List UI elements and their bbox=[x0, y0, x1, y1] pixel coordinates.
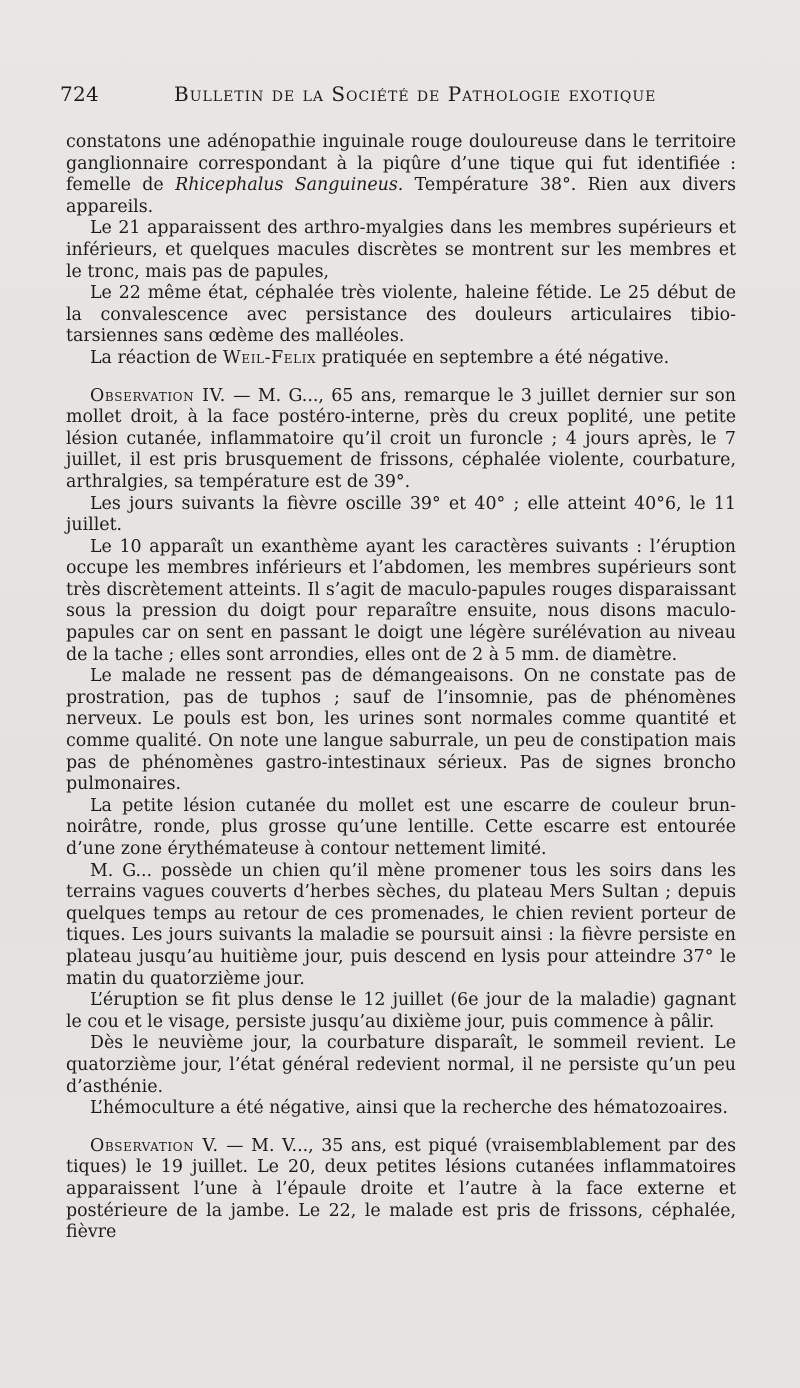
paragraph bbox=[66, 861, 736, 991]
text-run: L’hémoculture a été négative, ainsi que la recherche des hématozoaires. bbox=[90, 1098, 728, 1119]
text-run: constatons une adénopathie inguinale rouge douloureuse dans le territoire ganglionnaire correspondant à la piqûre d’une tique qui fut identifiée : femelle de bbox=[66, 132, 736, 196]
paragraph bbox=[66, 990, 736, 1033]
running-title: Bulletin de la Société de Pathologie exotique bbox=[174, 82, 657, 106]
paragraph bbox=[66, 1033, 736, 1098]
paragraph bbox=[66, 537, 736, 667]
text-run: L’éruption se fit plus dense le 12 juillet (6e jour de la maladie) gagnant le cou et le visage, persiste jusqu’au dixième jour, puis commence à pâlir. bbox=[66, 990, 736, 1032]
italic-text: Rhicephalus Sanguineus. bbox=[175, 175, 404, 196]
page-number: 724 bbox=[60, 82, 100, 106]
paragraph bbox=[66, 218, 736, 283]
text-run: Le 10 apparaît un exanthème ayant les caractères suivants : l’éruption occupe les membres inférieurs et l’abdomen, les membres supérieurs sont très discrètement atteints. Il s’agit de maculo-papules rouges disparaissant sous la pression du doigt pour reparaître ensuite, nous disons maculo-papules car on sent en passant le doigt une légère surélévation au niveau de la tache ; elles sont arrondies, elles ont de 2 à 5 mm. de diamètre. bbox=[66, 536, 736, 665]
small-caps-text: Observation IV. bbox=[90, 385, 226, 406]
text-run: Le 21 apparaissent des arthro-myalgies dans les membres supérieurs et inférieurs, et quelques macules discrètes se montrent sur les membres et le tronc, mais pas de papules, bbox=[66, 218, 736, 282]
body-text bbox=[66, 132, 736, 1244]
paragraph bbox=[66, 494, 736, 537]
text-run: Température 38°. Rien aux divers appareils. bbox=[66, 175, 737, 217]
paragraph bbox=[66, 796, 736, 861]
text-run: La réaction de bbox=[90, 347, 223, 368]
text-run: Le malade ne ressent pas de démangeaisons. On ne constate pas de prostration, pas de tuphos ; sauf de l’insomnie, pas de phénomènes nerveux. Le pouls est bon, les urines sont normales comme quantité et comme qualité. On note une langue saburrale, un peu de constipation mais pas de phénomènes gastro-intestinaux sérieux. Pas de signes broncho pulmonaires. bbox=[66, 666, 736, 795]
paragraph bbox=[66, 666, 736, 796]
paragraph bbox=[66, 1098, 736, 1120]
text-run: pratiquée en septembre a été négative. bbox=[316, 347, 670, 368]
paragraph bbox=[66, 283, 736, 348]
text-run: La petite lésion cutanée du mollet est une escarre de couleur brun-noirâtre, ronde, plus grosse qu’une lentille. Cette escarre est entourée d’une zone érythémateuse à contour nettement limité. bbox=[66, 795, 736, 859]
small-caps-text: Observation V. bbox=[90, 1135, 219, 1156]
text-run: Dès le neuvième jour, la courbature disparaît, le sommeil revient. Le quatorzième jour, l’état général redevient normal, il ne persiste qu’un peu d’asthénie. bbox=[66, 1033, 736, 1097]
paragraph bbox=[66, 132, 736, 218]
text-run: — M. V..., 35 ans, est piqué (vraisemblablement par des tiques) le 19 juillet. Le 20, deux petites lésions cutanées inflammatoires apparaissent l’une à l’épaule droite et l’autre à la face externe et postérieure de la jambe. Le 22, le malade est pris de frissons, céphalée, fièvre bbox=[66, 1135, 736, 1243]
observation-paragraph bbox=[66, 1136, 736, 1244]
text-run: M. G... possède un chien qu’il mène promener tous les soirs dans les terrains vagues couverts d’herbes sèches, du plateau Mers Sultan ; depuis quelques temps au retour de ces promenades, le chien revient porteur de tiques. Les jours suivants la maladie se poursuit ainsi : la fièvre persiste en plateau jusqu’au huitième jour, puis descend en lysis pour atteindre 37° le matin du quatorzième jour. bbox=[66, 860, 736, 989]
text-run: Les jours suivants la fièvre oscille 39° et 40° ; elle atteint 40°6, le 11 juillet. bbox=[66, 493, 736, 536]
text-run: Le 22 même état, céphalée très violente, haleine fétide. Le 25 début de la convalescence avec persistance des douleurs articulaires tibio-tarsiennes sans œdème des malléoles. bbox=[66, 283, 736, 347]
text-run: — M. G..., 65 ans, remarque le 3 juillet dernier sur son mollet droit, à la face postéro-interne, près du creux poplité, une petite lésion cutanée, inflammatoire qu’il croit un furoncle ; 4 jours après, le 7 juillet, il est pris brusquement de frissons, céphalée violente, courbature, arthralgies, sa température est de 39°. bbox=[66, 385, 736, 492]
small-caps-text: Weil-Felix bbox=[222, 347, 317, 368]
observation-paragraph bbox=[66, 386, 736, 494]
paragraph bbox=[66, 348, 736, 370]
